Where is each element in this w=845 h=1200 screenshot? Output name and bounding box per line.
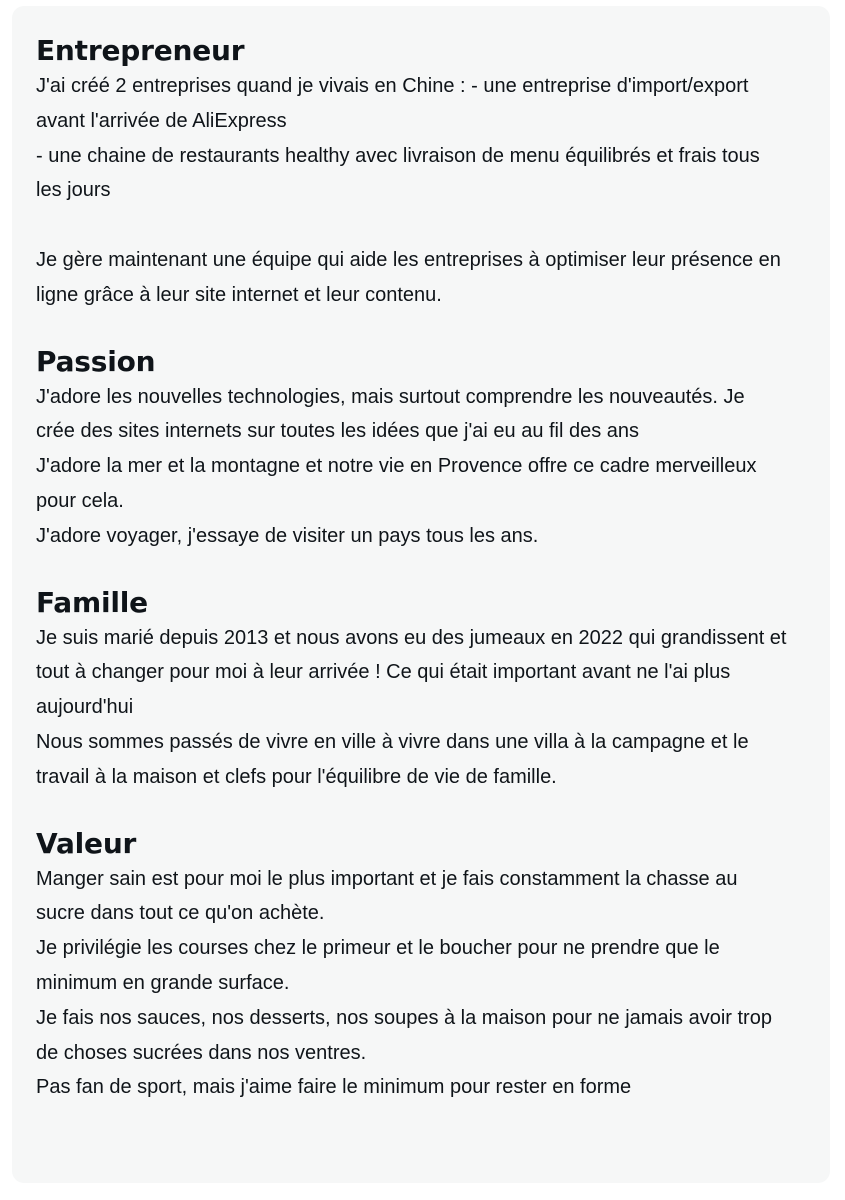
body-text-line: J'adore la mer et la montagne et notre vie en Provence offre ce cadre merveilleux — [36, 455, 757, 478]
body-text-line: Je fais nos sauces, nos desserts, nos soupes à la maison pour ne jamais avoir trop — [36, 1006, 772, 1029]
body-text-line: Pas fan de sport, mais j'aime faire le minimum pour rester en forme — [36, 1076, 632, 1099]
section-title: Famille — [36, 585, 148, 619]
body-text-line: crée des sites internets sur toutes les idées que j'ai eu au fil des ans — [36, 420, 640, 443]
body-text-line: aujourd'hui — [36, 696, 134, 719]
section-valeur — [36, 826, 830, 1106]
body-text-line: de choses sucrées dans nos ventres. — [36, 1041, 367, 1064]
body-text-line: Je privilégie les courses chez le primeur et le boucher pour ne prendre que le — [36, 937, 720, 960]
body-text-line: ligne grâce à leur site internet et leur contenu. — [36, 283, 442, 306]
profile-sections — [36, 33, 830, 1105]
body-text-line: - une chaine de restaurants healthy avec livraison de menu équilibrés et frais tous — [36, 144, 760, 167]
section-title: Passion — [36, 344, 156, 378]
body-text-line: tout à changer pour moi à leur arrivée ! Ce qui était important avant ne l'ai plus — [36, 661, 731, 684]
body-text-line: Nous sommes passés de vivre en ville à vivre dans une villa à la campagne et le — [36, 730, 749, 753]
body-text-line: sucre dans tout ce qu'on achète. — [36, 902, 325, 925]
paragraph-break — [36, 208, 830, 243]
body-text-line: J'adore les nouvelles technologies, mais surtout comprendre les nouveautés. Je — [36, 385, 745, 408]
body-text-line: Je suis marié depuis 2013 et nous avons eu des jumeaux en 2022 qui grandissent et — [36, 626, 787, 649]
section-passion — [36, 344, 830, 554]
body-text-line: pour cela. — [36, 489, 124, 512]
profile-card — [12, 6, 830, 1183]
section-title: Entrepreneur — [36, 34, 245, 67]
body-text-line: travail à la maison et clefs pour l'équilibre de vie de famille. — [36, 765, 557, 788]
body-text-line: minimum en grande surface. — [36, 971, 290, 994]
section-entrepreneur — [36, 33, 830, 313]
body-text-line: avant l'arrivée de AliExpress — [36, 109, 287, 132]
section-title: Valeur — [36, 826, 137, 860]
body-text-line: les jours — [36, 179, 111, 202]
body-text-line: Manger sain est pour moi le plus important et je fais constamment la chasse au — [36, 867, 738, 890]
section-famille — [36, 585, 830, 795]
body-text-line: J'ai créé 2 entreprises quand je vivais en Chine : - une entreprise d'import/export — [36, 75, 749, 97]
body-text-line: Je gère maintenant une équipe qui aide les entreprises à optimiser leur présence en — [36, 248, 781, 271]
body-text-line: J'adore voyager, j'essaye de visiter un pays tous les ans. — [36, 524, 539, 547]
